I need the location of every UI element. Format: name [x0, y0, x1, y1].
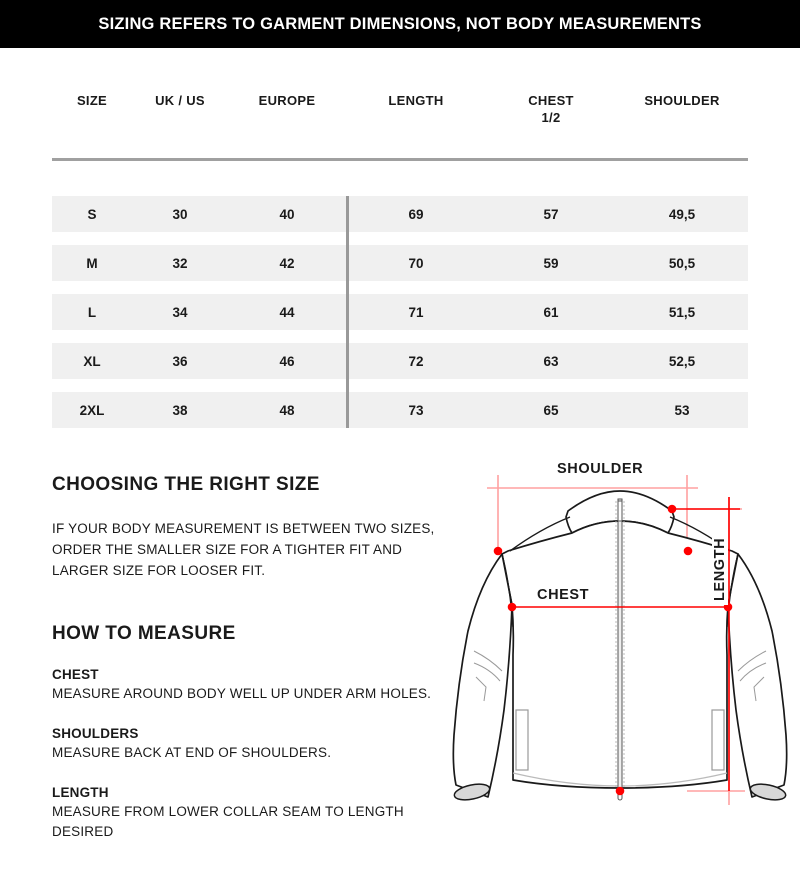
cell-europe: 42: [279, 255, 295, 271]
cell-size: S: [87, 206, 97, 222]
table-row: [52, 196, 748, 232]
cell-europe: 44: [279, 304, 295, 320]
cell-europe: 46: [279, 353, 295, 369]
cell-length: 69: [408, 206, 424, 222]
column-header-uk-us: [132, 88, 228, 138]
choosing-size-title: CHOOSING THE RIGHT SIZE: [52, 474, 320, 495]
cell-size: 2XL: [79, 402, 105, 418]
chest-left-marker: [509, 604, 516, 611]
table-row: [52, 294, 748, 330]
cell-uk-us: 32: [172, 255, 188, 271]
figure-label-length: LENGTH: [712, 534, 728, 605]
cell-chest: 59: [543, 255, 559, 271]
table-row: [52, 245, 748, 281]
figure-label-shoulder: SHOULDER: [553, 461, 647, 477]
jacket-diagram: [440, 455, 800, 855]
column-header-shoulder: [616, 88, 748, 138]
cell-length: 72: [408, 353, 424, 369]
cell-shoulder: 50,5: [668, 255, 696, 271]
column-header-uk-us-label: UK / US: [155, 93, 205, 108]
cell-length: 70: [408, 255, 424, 271]
measuring-info: [52, 474, 452, 842]
cell-size: XL: [83, 353, 101, 369]
pocket-right: [712, 710, 724, 770]
column-header-europe: [228, 88, 346, 138]
pocket-left: [516, 710, 528, 770]
column-header-length-label: LENGTH: [388, 93, 444, 108]
shoulder-left-marker: [495, 548, 502, 555]
column-header-length: [346, 88, 486, 138]
cell-uk-us: 34: [172, 304, 188, 320]
cell-chest: 65: [543, 402, 559, 418]
cell-shoulder: 51,5: [668, 304, 696, 320]
cell-shoulder: 52,5: [668, 353, 696, 369]
column-header-size: [52, 88, 132, 138]
column-header-chest: [486, 88, 616, 138]
measure-definition-chest: MEASURE AROUND BODY WELL UP UNDER ARM HOLES.: [52, 686, 432, 701]
table-row: [52, 343, 748, 379]
cell-chest: 63: [543, 353, 559, 369]
cell-shoulder: 53: [674, 402, 690, 418]
table-body: [52, 196, 748, 428]
header-divider-rule: [52, 158, 748, 161]
how-to-measure-title: HOW TO MEASURE: [52, 623, 236, 644]
figure-label-chest: CHEST: [533, 587, 593, 603]
column-header-europe-label: EUROPE: [258, 93, 316, 108]
choosing-size-body: IF YOUR BODY MEASUREMENT IS BETWEEN TWO SIZES, ORDER THE SMALLER SIZE FOR A TIGHTER FIT AND LARGER SIZE FOR LOOSER FIT.: [52, 521, 435, 578]
cell-chest: 57: [543, 206, 559, 222]
sleeve-right: [728, 554, 787, 797]
cell-uk-us: 36: [172, 353, 188, 369]
cell-europe: 48: [279, 402, 295, 418]
banner-title: SIZING REFERS TO GARMENT DIMENSIONS, NOT BODY MEASUREMENTS: [98, 14, 702, 33]
length-bottom-marker: [617, 788, 624, 795]
cell-size: L: [87, 304, 97, 320]
cell-size: M: [86, 255, 98, 271]
shoulder-point-marker: [669, 506, 676, 513]
zipper-pull-top: [618, 501, 622, 521]
size-chart-table: [52, 88, 748, 418]
jacket-illustration: [440, 455, 800, 855]
column-header-chest-sublabel: 1/2: [541, 110, 561, 125]
column-header-size-label: SIZE: [76, 93, 108, 108]
measure-term-shoulders: SHOULDERS: [52, 726, 139, 741]
cell-length: 73: [408, 402, 424, 418]
column-header-chest-label: CHEST: [528, 93, 574, 108]
cell-uk-us: 38: [172, 402, 188, 418]
header-banner: [0, 0, 800, 48]
cell-europe: 40: [279, 206, 295, 222]
cell-chest: 61: [543, 304, 559, 320]
sleeve-left: [453, 554, 512, 797]
measure-term-length: LENGTH: [52, 785, 109, 800]
column-header-shoulder-label: SHOULDER: [644, 93, 720, 108]
measure-definition-length: MEASURE FROM LOWER COLLAR SEAM TO LENGTH DESIRED: [52, 804, 404, 839]
cell-uk-us: 30: [172, 206, 188, 222]
table-row: [52, 392, 748, 428]
measure-term-chest: CHEST: [52, 667, 99, 682]
shoulder-right-marker: [685, 548, 692, 555]
cell-length: 71: [408, 304, 424, 320]
measure-definition-shoulders: MEASURE BACK AT END OF SHOULDERS.: [52, 745, 332, 760]
column-group-divider: [346, 196, 349, 428]
table-header-row: [52, 88, 748, 138]
cell-shoulder: 49,5: [668, 206, 696, 222]
